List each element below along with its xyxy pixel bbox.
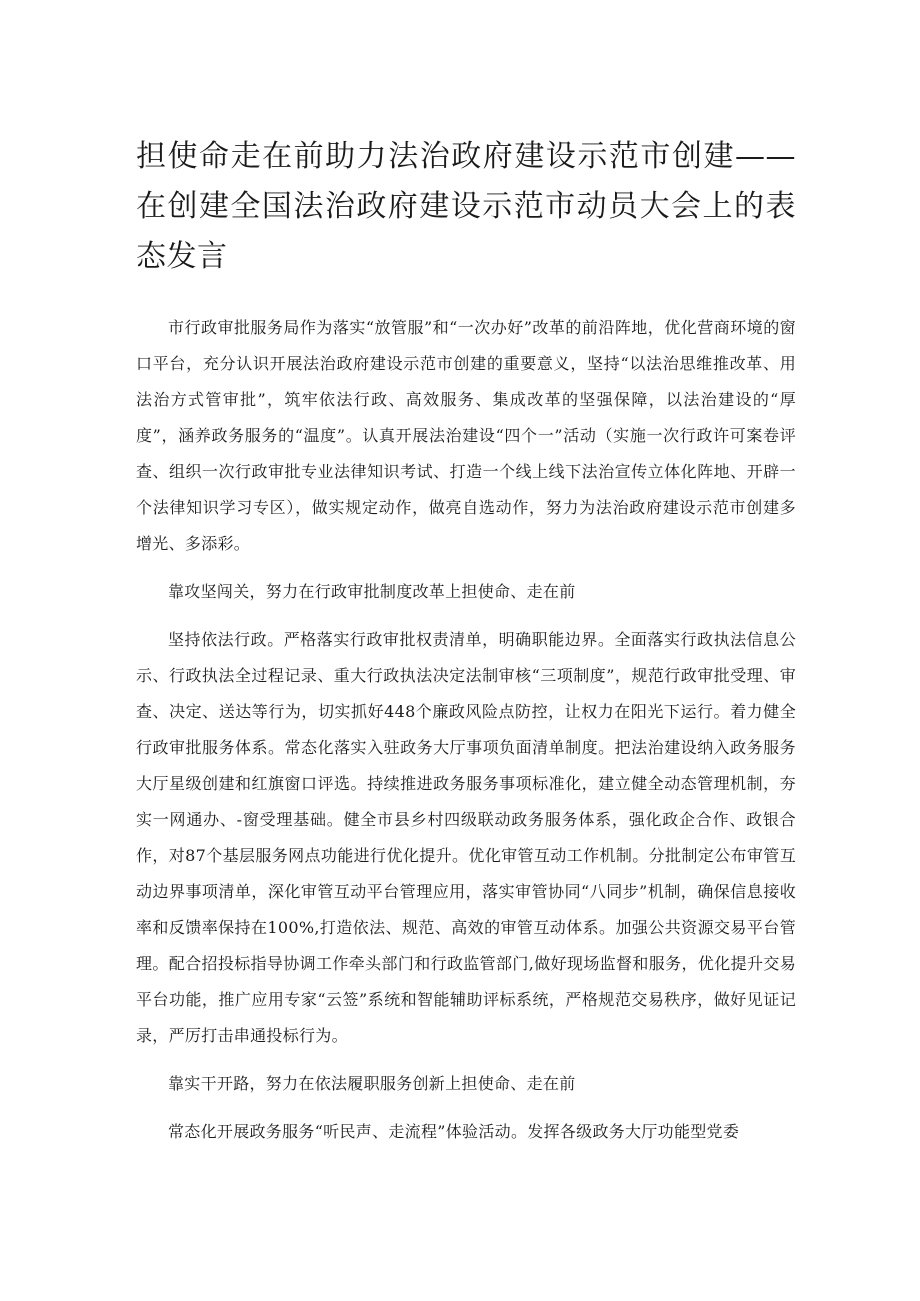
section-heading-2: 靠实干开路，努力在依法履职服务创新上担使命、走在前	[168, 1074, 576, 1093]
section-2-paragraph: 常态化开展政务服务“听民声、走流程”体验活动。发挥各级政务大厅功能型党委	[168, 1122, 740, 1141]
document-page	[136, 132, 796, 1150]
section-heading-1: 靠攻坚闯关，努力在行政审批制度改革上担使命、走在前	[168, 582, 576, 601]
section-1-paragraph: 坚持依法行政。严格落实行政审批权责清单，明确职能边界。全面落实行政执法信息公示、行政执法全过程记录、重大行政执法决定法制审核“三项制度”，规范行政审批受理、审查、决定、送达等行为，切实抓好448个廉政风险点防控，让权力在阳光下运行。着力健全行政审批服务体系。常态化落实入驻政务大厅事项负面清单制度。把法治建设纳入政务服务大厅星级创建和红旗窗口评选。持续推进政务服务事项标准化，建立健全动态管理机制，夯实一网通办、-窗受理基础。健全市县乡村四级联动政务服务体系，强化政企合作、政银合作，对87个基层服务网点功能进行优化提升。优化审管互动工作机制。分批制定公布审管互动边界事项清单，深化审管互动平台管理应用，落实审管协同“八同步”机制，确保信息接收率和反馈率保持在100%,打造依法、规范、高效的审管互动体系。加强公共资源交易平台管理。配合招投标指导协调工作牵头部门和行政监管部门,做好现场监督和服务，优化提升交易平台功能，推广应用专家“云签”系统和智能辅助评标系统，严格规范交易秩序，做好见证记录，严厉打击串通投标行为。	[136, 630, 796, 1045]
document-title: 担使命走在前助力法治政府建设示范市创建——在创建全国法治政府建设示范市动员大会上的表态发言	[136, 139, 796, 274]
document-body	[136, 310, 796, 1150]
intro-paragraph: 市行政审批服务局作为落实“放管服”和“一次办好”改革的前沿阵地，优化营商环境的窗口平台，充分认识开展法治政府建设示范市创建的重要意义，坚持“以法治思维推改革、用法治方式管审批”，筑牢依法行政、高效服务、集成改革的坚强保障，以法治建设的“厚度”，涵养政务服务的“温度”。认真开展法治建设“四个一”活动（实施一次行政许可案卷评查、组织一次行政审批专业法律知识考试、打造一个线上线下法治宣传立体化阵地、开辟一个法律知识学习专区），做实规定动作，做亮自选动作，努力为法治政府建设示范市创建多增光、多添彩。	[136, 318, 796, 553]
